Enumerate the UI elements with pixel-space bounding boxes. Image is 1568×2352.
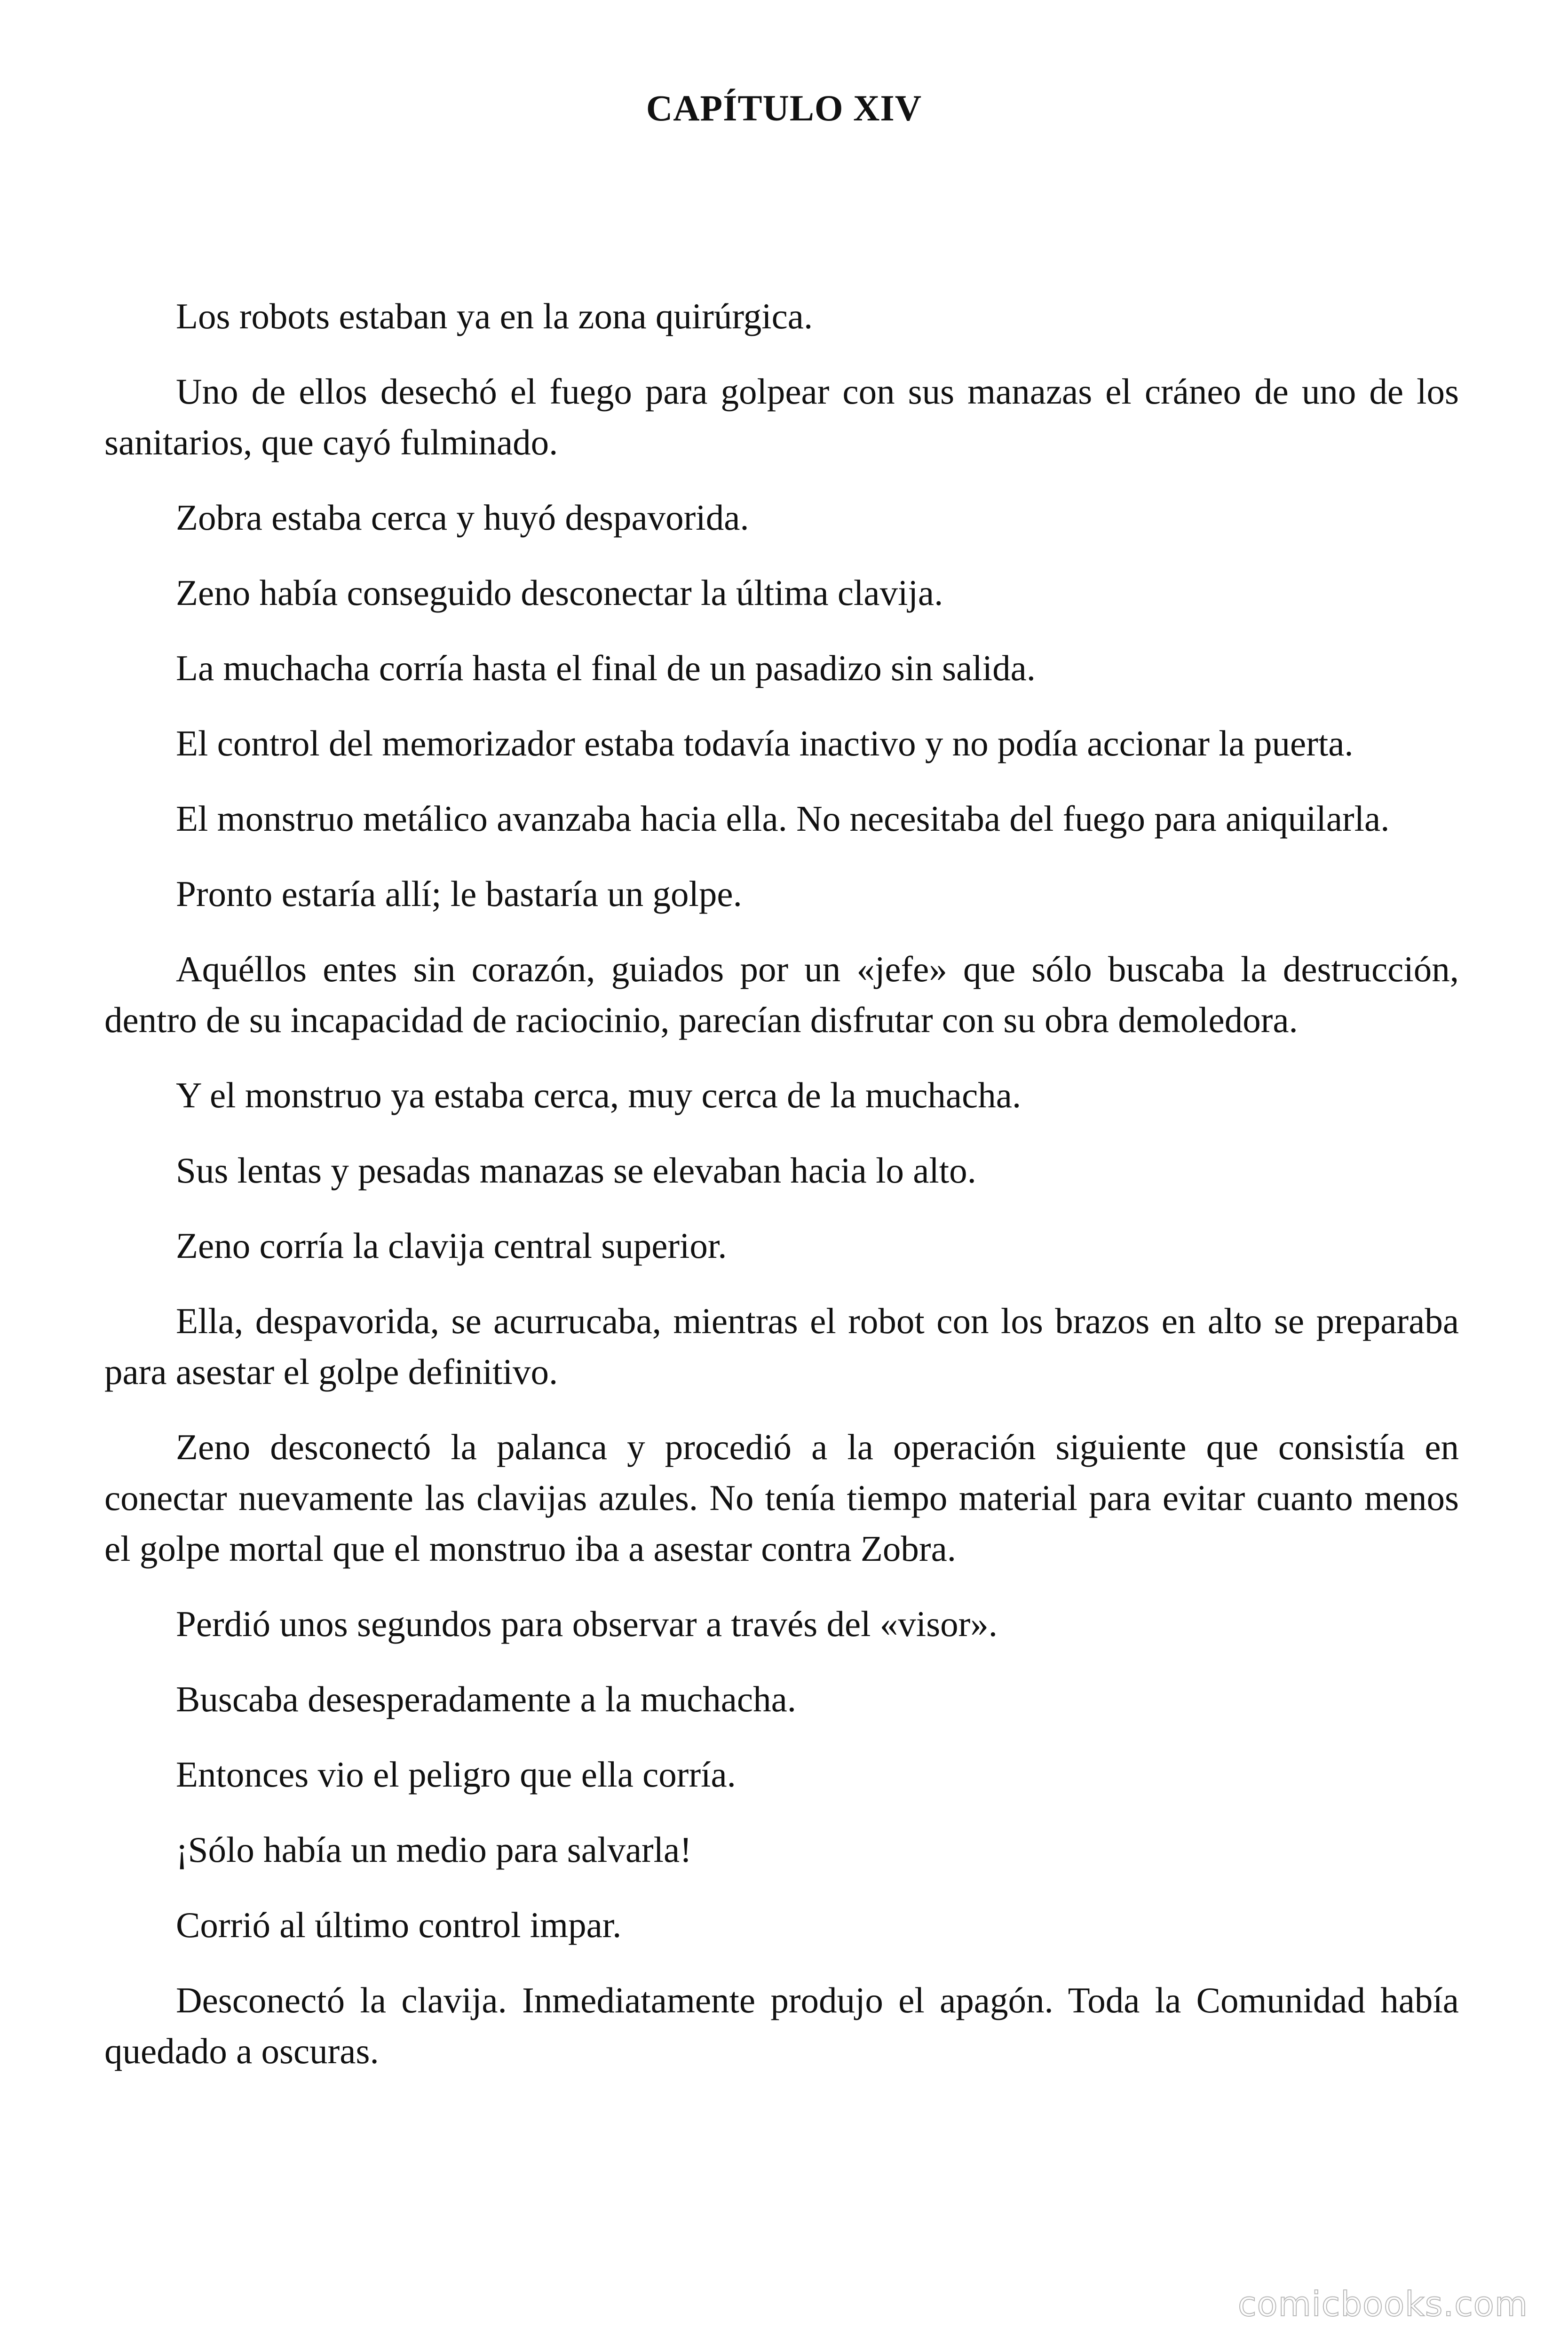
- paragraph: Los robots estaban ya en la zona quirúrgica.: [176, 296, 813, 336]
- paragraph: La muchacha corría hasta el final de un pasadizo sin salida.: [176, 648, 1036, 688]
- paragraph: Entonces vio el peligro que ella corría.: [176, 1754, 736, 1795]
- paragraph: Zeno desconectó la palanca y procedió a la operación siguiente que consistía en conectar nuevamente las clavijas azules. No tenía tiempo material para evitar cuanto menos el golpe mortal que el monstruo iba a asestar contra Zobra.: [104, 1427, 1459, 1569]
- paragraph: Y el monstruo ya estaba cerca, muy cerca de la muchacha.: [176, 1075, 1022, 1115]
- paragraph: Corrió al último control impar.: [176, 1905, 622, 1945]
- paragraph: Zobra estaba cerca y huyó despavorida.: [176, 497, 749, 538]
- paragraph: Ella, despavorida, se acurrucaba, mientras el robot con los brazos en alto se preparaba para asestar el golpe definitivo.: [104, 1301, 1459, 1392]
- watermark: comicbooks.com: [1237, 2284, 1528, 2324]
- chapter-title: CAPÍTULO XIV: [646, 87, 922, 128]
- paragraph: ¡Sólo había un medio para salvarla!: [176, 1829, 692, 1870]
- paragraph: Perdió unos segundos para observar a través del «visor».: [176, 1604, 998, 1644]
- paragraph: Pronto estaría allí; le bastaría un golpe.: [176, 874, 742, 914]
- chapter-body: [104, 291, 1459, 2101]
- paragraph: El control del memorizador estaba todavía inactivo y no podía accionar la puerta.: [176, 723, 1354, 763]
- paragraph: Uno de ellos desechó el fuego para golpear con sus manazas el cráneo de uno de los sanitarios, que cayó fulminado.: [104, 371, 1459, 462]
- paragraph: Zeno corría la clavija central superior.: [176, 1225, 727, 1266]
- paragraph: Sus lentas y pesadas manazas se elevaban hacia lo alto.: [176, 1150, 976, 1191]
- paragraph: Zeno había conseguido desconectar la última clavija.: [176, 572, 943, 613]
- paragraph: Desconectó la clavija. Inmediatamente produjo el apagón. Toda la Comunidad había quedado a oscuras.: [104, 1980, 1459, 2071]
- paragraph: Buscaba desesperadamente a la muchacha.: [176, 1679, 797, 1719]
- paragraph: El monstruo metálico avanzaba hacia ella. No necesitaba del fuego para aniquilarla.: [176, 798, 1390, 839]
- paragraph: Aquéllos entes sin corazón, guiados por un «jefe» que sólo buscaba la destrucción, dentro de su incapacidad de raciocinio, parecían disfrutar con su obra demoledora.: [104, 949, 1459, 1040]
